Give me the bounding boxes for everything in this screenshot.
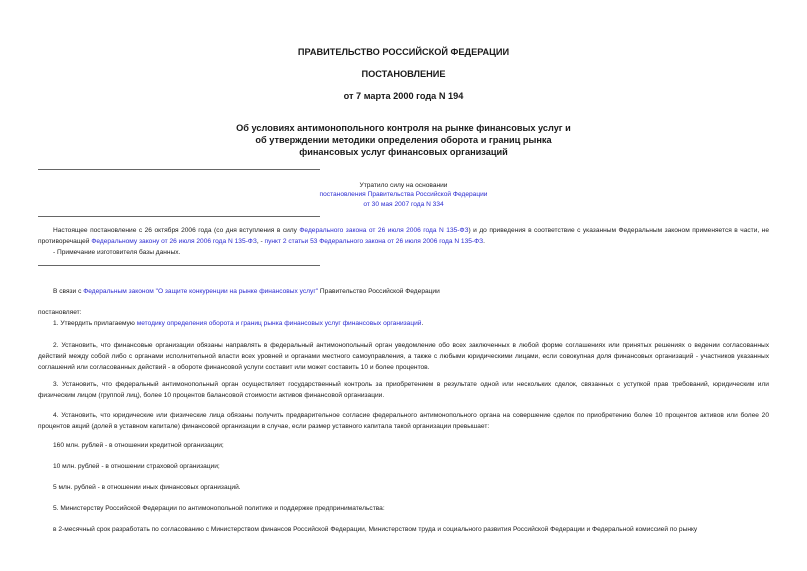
divider [38,216,320,217]
divider [38,265,320,266]
federal-law-link[interactable]: Федерального закона от 26 июля 2006 года N 135-ФЗ [299,227,469,234]
preamble: В связи с Федеральным законом "О защите конкуренции на рынке финансовых услуг" Правительство Российской Федерации [53,288,440,295]
law-article-link[interactable]: пункт 2 статьи 53 Федерального закона от 26 июля 2006 года N 135-ФЗ [264,238,484,245]
clause-4: 4. Установить, что юридические или физические лица обязаны получить предварительное согласие федерального антимонопольного органа на совершение сделок по приобретению более 10 процентов активов или более 20 процентов акций (долей в уставном капитале) финансовой организации в случае, если размер уставного капитала такой организации превышает: [38,412,769,430]
clause-4-item: 160 млн. рублей - в отношении кредитной организации; [53,442,224,449]
document-type: ПОСТАНОВЛЕНИЕ [361,69,446,79]
issuing-authority: ПРАВИТЕЛЬСТВО РОССИЙСКОЙ ФЕДЕРАЦИИ [297,47,510,57]
clause-2: 2. Установить, что финансовые организации обязаны направлять в федеральный антимонопольный орган уведомление обо всех заключенных в любой форме соглашениях или принятых решениях о ведении согласованных действий между собой либо с органами исполнительной власти всех уровней и органами местного самоуправления, а также с любыми юридическими лицами, если совокупная доля финансовых организаций - участников указанных соглашений или согласованных действий - в обороте финансовой услуги составит или может составить 10 и более процентов. [38,342,769,371]
divider [38,169,320,170]
clause-5: 5. Министерству Российской Федерации по антимонопольной политике и поддержке предпринимательства: [53,505,385,512]
decision-word: постановляет: [38,309,82,316]
federal-law-link[interactable]: Федеральному закону от 26 июля 2006 года N 135-ФЗ [91,238,257,245]
editor-note-source: - Примечание изготовителя базы данных. [53,249,181,256]
title-line: об утверждении методики определения оборота и границ рынка [255,135,552,145]
clause-5-item: в 2-месячный срок разработать по согласованию с Министерством финансов Российской Федерации, Министерством труда и социального развития Российской Федерации и Федеральной комиссией по рынку [53,526,698,533]
validity-status [280,181,527,209]
editor-note: Настоящее постановление с 26 октября 2006 года (со дня вступления в силу Федерального закона от 26 июля 2006 года N 135-ФЗ) и до приведения в соответствие с указанным Федеральным законом применяется в части, не противоречащей Федеральному закону от 26 июля 2006 года N 135-ФЗ, - пункт 2 статьи 53 Федерального закона от 26 июля 2006 года N 135-ФЗ. [38,227,769,245]
repeal-decree-link[interactable]: постановления Правительства Российской Федерации [319,191,488,199]
competition-law-link[interactable]: Федеральным законом "О защите конкуренции на рынке финансовых услуг" [83,288,319,295]
repeal-decree-date-link[interactable]: от 30 мая 2007 года N 334 [363,200,444,208]
document-date-number: от 7 марта 2000 года N 194 [343,91,464,101]
clause-3: 3. Установить, что федеральный антимонопольный орган осуществляет государственный контроль за приобретением в результате одной или нескольких сделок, связанных с уступкой прав требований, юридическим или физическим лицом (группой лиц), более 10 процентов балансовой стоимости активов финансовой организации. [38,381,769,399]
title-line: финансовых услуг финансовых организаций [299,147,508,157]
methodology-link[interactable]: методику определения оборота и границ рынка финансовых услуг финансовых организаций [136,320,422,327]
title-line: Об условиях антимонопольного контроля на рынке финансовых услуг и [236,123,571,133]
clause-4-item: 10 млн. рублей - в отношении страховой организации; [53,463,220,470]
clause-4-item: 5 млн. рублей - в отношении иных финансовых организаций. [53,484,241,491]
document-title [220,122,587,158]
clause-1: 1. Утвердить прилагаемую методику определения оборота и границ рынка финансовых услуг финансовых организаций. [53,320,424,327]
status-text: Утратило силу на основании [359,182,448,189]
